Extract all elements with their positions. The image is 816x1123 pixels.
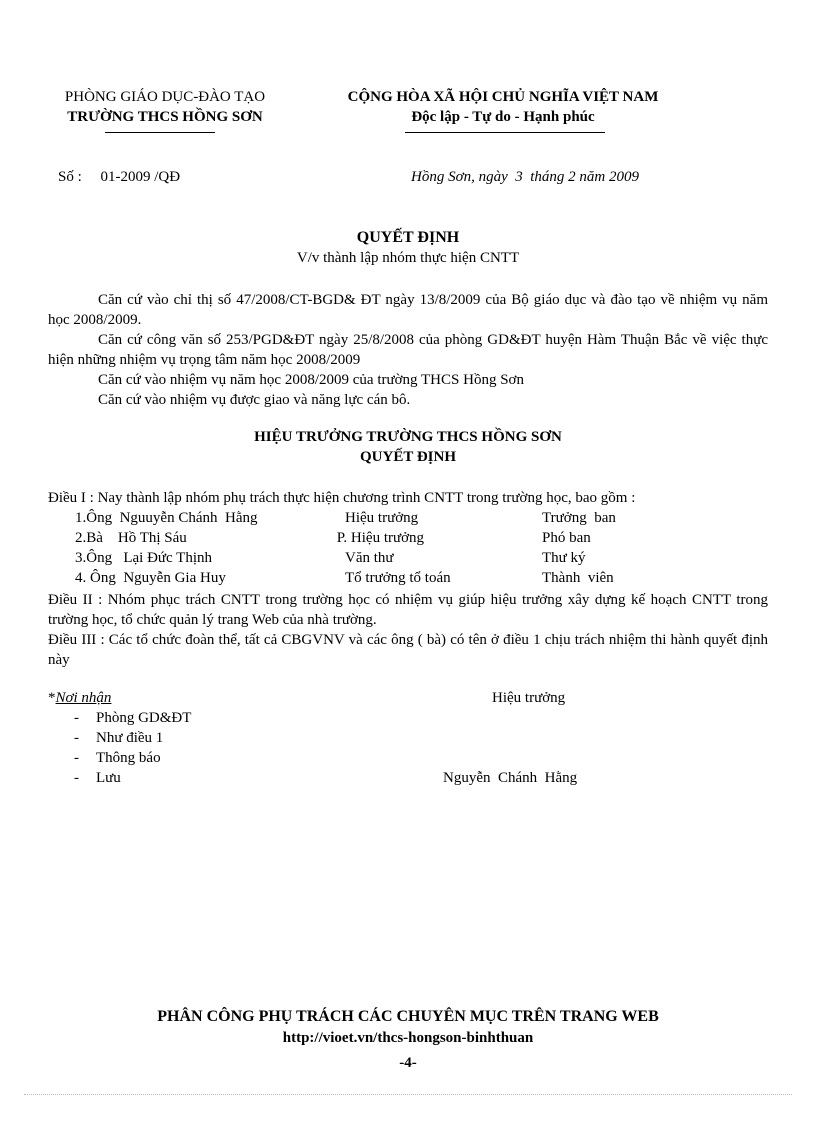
school-name: TRƯỜNG THCS HỒNG SƠN (67, 109, 263, 125)
member-position: Hiệu trưởng (345, 510, 419, 526)
member-name: 3.Ông Lại Đức Thịnh (75, 550, 212, 566)
member-role: Thành viên (542, 570, 614, 586)
signer-name: Nguyễn Chánh Hằng (443, 770, 578, 786)
place-date: Hồng Sơn, ngày 3 tháng 2 năm 2009 (411, 169, 639, 185)
member-name: 1.Ông Nguuyễn Chánh Hằng (75, 510, 258, 526)
article-2: Điều II : Nhóm phục trách CNTT trong trường học có nhiệm vụ giúp hiệu trưởng xây dựng kế hoạch CNTT trong trường học, tổ chức quản lý trang Web của nhà trường. (48, 592, 768, 628)
recipient-item: - Thông báo (74, 750, 161, 766)
department-name: PHÒNG GIÁO DỤC-ĐÀO TẠO (64, 89, 266, 105)
decision-heading: QUYẾT ĐỊNH (360, 449, 456, 465)
signer-title: Hiệu trưởng (492, 690, 566, 706)
document-title: QUYẾT ĐỊNH (356, 229, 460, 246)
basis-paragraph: Căn cứ vào nhiệm vụ được giao và năng lực cán bô. (98, 392, 411, 408)
member-role: Thư ký (542, 550, 586, 566)
recipients-star: * (48, 690, 56, 706)
member-position: P. Hiệu trưởng (333, 530, 425, 546)
footer-url[interactable]: http://vioet.vn/thcs-hongson-binhthuan (282, 1030, 534, 1046)
school-underline (105, 132, 215, 133)
member-position: Văn thư (345, 550, 394, 566)
authority-title: HIỆU TRƯỞNG TRƯỜNG THCS HỒNG SƠN (254, 429, 562, 445)
member-name: 4. Ông Nguyễn Gia Huy (75, 570, 226, 586)
page-number: -4- (399, 1055, 417, 1071)
motto-underline (405, 132, 605, 133)
article-3: Điều III : Các tổ chức đoàn thể, tất cả CBGVNV và các ông ( bà) có tên ở điều 1 chịu trách nhiệm thi hành quyết định này (48, 632, 768, 668)
recipients-heading (48, 690, 111, 707)
member-role: Phó ban (542, 530, 591, 546)
recipient-item: - Như điều 1 (74, 730, 164, 746)
page-bottom-rule (24, 1094, 792, 1095)
member-name: 2.Bà Hồ Thị Sáu (75, 530, 187, 546)
recipients-label: Nơi nhận (55, 690, 112, 706)
basis-paragraph: Căn cứ vào chỉ thị số 47/2008/CT-BGD& ĐT ngày 13/8/2009 của Bộ giáo dục và đào tạo về nhiệm vụ năm học 2008/2009. (48, 292, 768, 328)
recipient-item: - Lưu (74, 770, 121, 786)
member-position: Tổ trưởng tổ toán (345, 570, 451, 586)
footer-title: PHÂN CÔNG PHỤ TRÁCH CÁC CHUYÊN MỤC TRÊN TRANG WEB (157, 1008, 659, 1025)
document-number: Số : 01-2009 /QĐ (58, 169, 181, 185)
document-subject: V/v thành lập nhóm thực hiện CNTT (296, 250, 520, 266)
basis-paragraph: Căn cứ vào nhiệm vụ năm học 2008/2009 của trường THCS Hồng Sơn (98, 372, 524, 388)
basis-paragraph: Căn cứ công văn số 253/PGD&ĐT ngày 25/8/2008 của phòng GD&ĐT huyện Hàm Thuận Bắc về việc thực hiện những nhiệm vụ trọng tâm năm học 2008/2009 (48, 332, 768, 368)
article-1: Điều I : Nay thành lập nhóm phụ trách thực hiện chương trình CNTT trong trường học, bao gồm : (48, 490, 636, 506)
member-role: Trưởng ban (542, 510, 616, 526)
recipient-item: - Phòng GD&ĐT (74, 710, 192, 726)
national-title: CỘNG HÒA XÃ HỘI CHỦ NGHĨA VIỆT NAM (347, 89, 659, 105)
national-motto: Độc lập - Tự do - Hạnh phúc (411, 109, 595, 125)
